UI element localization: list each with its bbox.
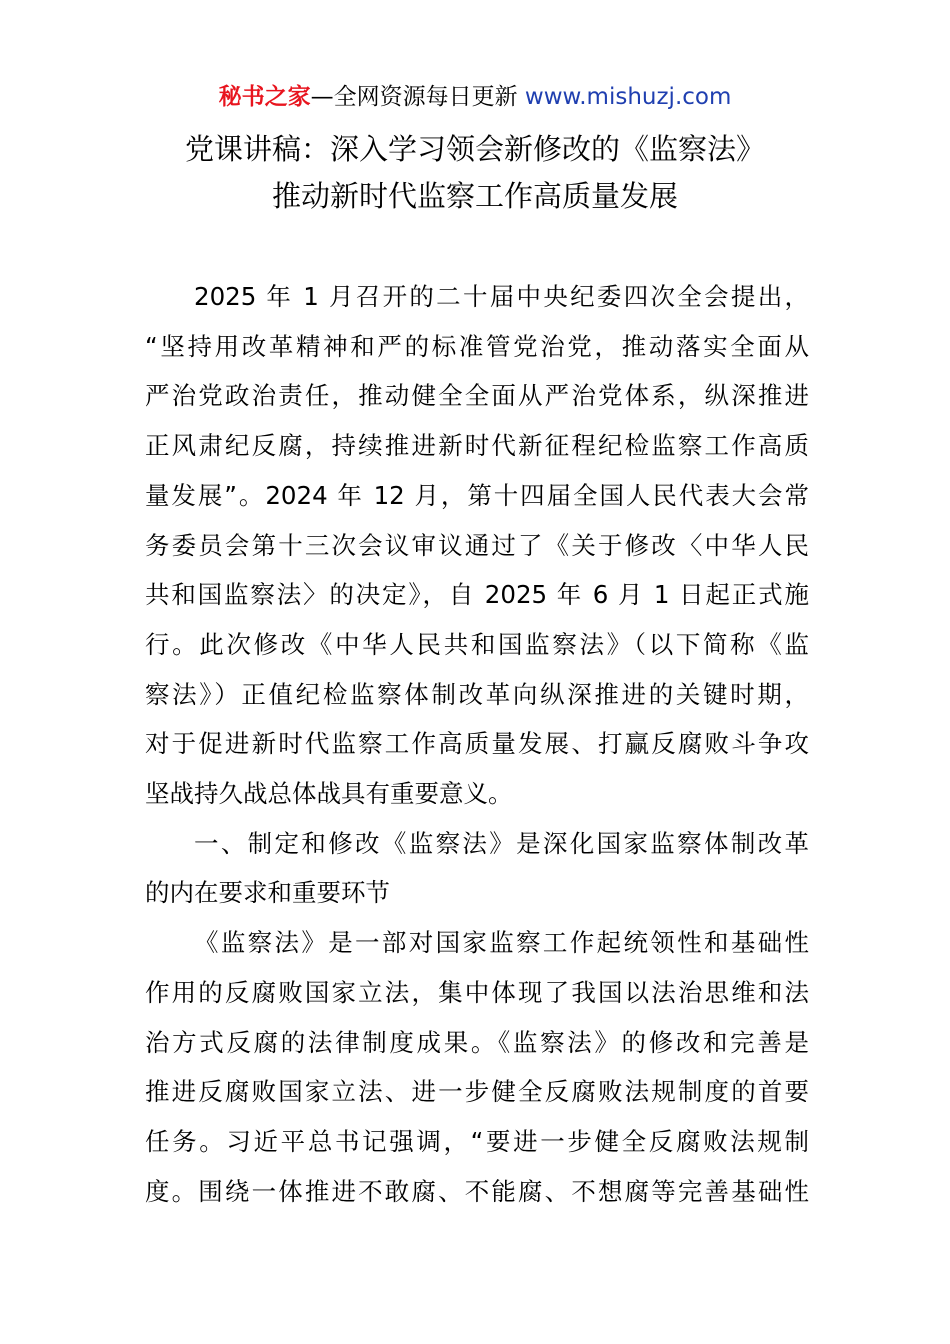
section-heading-line: 一、制定和修改《监察法》是深化国家监察体制改革 — [194, 828, 809, 858]
body-line: 任务。习近平总书记强调，“要进一步健全反腐败法规制 — [145, 1126, 809, 1156]
site-brand: 秘书之家 — [218, 84, 311, 110]
body-line: “坚持用改革精神和严的标准管党治党，推动落实全面从 — [145, 331, 809, 361]
document-title — [0, 126, 950, 220]
document-body — [145, 272, 809, 1216]
title-line-2: 推动新时代监察工作高质量发展 — [271, 179, 678, 213]
body-line: 作用的反腐败国家立法，集中体现了我国以法治思维和法 — [145, 977, 809, 1007]
site-header — [0, 80, 950, 114]
body-line: 共和国监察法〉的决定》，自 2025 年 6 月 1 日起正式施 — [145, 580, 809, 610]
body-line: 推进反腐败国家立法、进一步健全反腐败法规制度的首要 — [145, 1077, 809, 1107]
body-line: 对于促进新时代监察工作高质量发展、打赢反腐败斗争攻 — [145, 729, 809, 759]
body-line: 《监察法》是一部对国家监察工作起统领性和基础性 — [194, 928, 809, 958]
body-line: 务委员会第十三次会议审议通过了《关于修改〈中华人民 — [145, 530, 809, 560]
body-line: 量发展”。2024 年 12 月，第十四届全国人民代表大会常 — [145, 480, 809, 510]
body-line: 正风肃纪反腐，持续推进新时代新征程纪检监察工作高质 — [145, 431, 809, 461]
site-tagline: —全网资源每日更新 — [310, 84, 525, 110]
section-heading-line: 的内在要求和重要环节 — [145, 878, 390, 908]
body-line: 行。此次修改《中华人民共和国监察法》（以下简称《监 — [145, 629, 809, 659]
body-line: 治方式反腐的法律制度成果。《监察法》的修改和完善是 — [145, 1027, 809, 1057]
body-line: 察法》）正值纪检监察体制改革向纵深推进的关键时期， — [145, 679, 809, 709]
body-line: 严治党政治责任，推动健全全面从严治党体系，纵深推进 — [145, 381, 809, 411]
body-line: 度。围绕一体推进不敢腐、不能腐、不想腐等完善基础性 — [145, 1176, 809, 1206]
title-line-1: 党课讲稿：深入学习领会新修改的《监察法》 — [184, 132, 765, 166]
site-url[interactable]: www.mishuzj.com — [524, 84, 732, 110]
body-line: 坚战持久战总体战具有重要意义。 — [145, 779, 513, 809]
body-line: 2025 年 1 月召开的二十届中央纪委四次全会提出， — [194, 282, 809, 311]
